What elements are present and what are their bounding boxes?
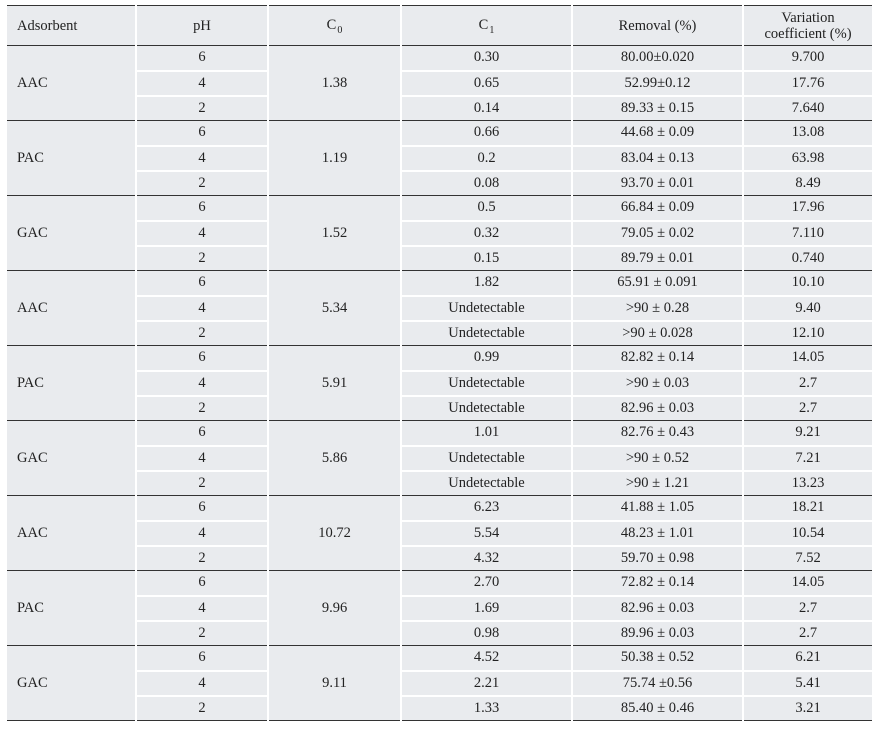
data-table-container xyxy=(5,5,872,721)
c1-cell: 4.32 xyxy=(401,546,572,571)
adsorbent-cell: AAC xyxy=(6,46,136,121)
table-row xyxy=(6,546,873,571)
c1-cell: Undetectable xyxy=(401,396,572,421)
header-variation-line1: Variation xyxy=(781,9,835,26)
ph-cell: 4 xyxy=(136,146,268,171)
removal-cell: >90 ± 0.52 xyxy=(572,446,743,471)
table-row xyxy=(6,696,873,721)
removal-cell: 85.40 ± 0.46 xyxy=(572,696,743,721)
table-body xyxy=(6,46,873,721)
variation-coefficient-cell: 9.700 xyxy=(743,46,873,71)
c1-cell: 0.99 xyxy=(401,346,572,371)
removal-cell: 89.96 ± 0.03 xyxy=(572,621,743,646)
ph-cell: 4 xyxy=(136,71,268,96)
variation-coefficient-cell: 18.21 xyxy=(743,496,873,521)
removal-cell: 75.74 ±0.56 xyxy=(572,671,743,696)
ph-cell: 4 xyxy=(136,671,268,696)
table-row xyxy=(6,596,873,621)
adsorbent-cell: AAC xyxy=(6,496,136,571)
variation-coefficient-cell: 10.10 xyxy=(743,271,873,296)
variation-coefficient-cell: 7.640 xyxy=(743,96,873,121)
ph-cell: 6 xyxy=(136,496,268,521)
variation-coefficient-cell: 0.740 xyxy=(743,246,873,271)
table-row xyxy=(6,346,873,371)
removal-cell: 50.38 ± 0.52 xyxy=(572,646,743,671)
removal-cell: 52.99±0.12 xyxy=(572,71,743,96)
c0-cell: 10.72 xyxy=(268,496,401,571)
ph-cell: 4 xyxy=(136,521,268,546)
ph-cell: 6 xyxy=(136,571,268,596)
c1-cell: 1.69 xyxy=(401,596,572,621)
ph-cell: 2 xyxy=(136,546,268,571)
header-ph: pH xyxy=(136,6,268,46)
variation-coefficient-cell: 2.7 xyxy=(743,621,873,646)
table-row xyxy=(6,146,873,171)
variation-coefficient-cell: 9.21 xyxy=(743,421,873,446)
adsorbent-cell: GAC xyxy=(6,421,136,496)
removal-cell: 59.70 ± 0.98 xyxy=(572,546,743,571)
adsorption-results-table xyxy=(5,5,874,721)
variation-coefficient-cell: 2.7 xyxy=(743,396,873,421)
ph-cell: 2 xyxy=(136,321,268,346)
c1-cell: Undetectable xyxy=(401,446,572,471)
ph-cell: 6 xyxy=(136,271,268,296)
ph-cell: 6 xyxy=(136,46,268,71)
removal-cell: >90 ± 0.28 xyxy=(572,296,743,321)
removal-cell: 83.04 ± 0.13 xyxy=(572,146,743,171)
c1-cell: 1.01 xyxy=(401,421,572,446)
variation-coefficient-cell: 5.41 xyxy=(743,671,873,696)
header-c0 xyxy=(268,6,401,46)
table-row xyxy=(6,521,873,546)
c1-cell: Undetectable xyxy=(401,371,572,396)
variation-coefficient-cell: 13.23 xyxy=(743,471,873,496)
removal-cell: 82.96 ± 0.03 xyxy=(572,596,743,621)
c1-cell: 0.30 xyxy=(401,46,572,71)
table-row xyxy=(6,71,873,96)
removal-cell: 72.82 ± 0.14 xyxy=(572,571,743,596)
header-variation-line2: coefficient (%) xyxy=(764,25,852,42)
c1-cell: 5.54 xyxy=(401,521,572,546)
c1-cell: 0.08 xyxy=(401,171,572,196)
c1-cell: 0.2 xyxy=(401,146,572,171)
c0-cell: 5.86 xyxy=(268,421,401,496)
table-row xyxy=(6,496,873,521)
header-c1 xyxy=(401,6,572,46)
c0-cell: 5.34 xyxy=(268,271,401,346)
c1-cell: Undetectable xyxy=(401,296,572,321)
adsorbent-cell: GAC xyxy=(6,646,136,721)
c0-cell: 5.91 xyxy=(268,346,401,421)
variation-coefficient-cell: 8.49 xyxy=(743,171,873,196)
removal-cell: 82.96 ± 0.03 xyxy=(572,396,743,421)
ph-cell: 2 xyxy=(136,171,268,196)
removal-cell: 41.88 ± 1.05 xyxy=(572,496,743,521)
ph-cell: 4 xyxy=(136,446,268,471)
variation-coefficient-cell: 12.10 xyxy=(743,321,873,346)
c1-cell: 0.98 xyxy=(401,621,572,646)
removal-cell: 93.70 ± 0.01 xyxy=(572,171,743,196)
header-variation-coefficient xyxy=(743,6,873,46)
adsorbent-cell: PAC xyxy=(6,571,136,646)
removal-cell: 82.76 ± 0.43 xyxy=(572,421,743,446)
ph-cell: 2 xyxy=(136,246,268,271)
removal-cell: >90 ± 1.21 xyxy=(572,471,743,496)
c1-cell: 0.66 xyxy=(401,121,572,146)
ph-cell: 4 xyxy=(136,296,268,321)
c1-cell: 0.15 xyxy=(401,246,572,271)
c1-cell: 1.82 xyxy=(401,271,572,296)
c1-cell: 0.32 xyxy=(401,221,572,246)
header-c1-subscript: 1 xyxy=(489,24,495,36)
ph-cell: 6 xyxy=(136,196,268,221)
variation-coefficient-cell: 2.7 xyxy=(743,371,873,396)
removal-cell: 89.33 ± 0.15 xyxy=(572,96,743,121)
adsorbent-cell: GAC xyxy=(6,196,136,271)
c1-cell: 2.70 xyxy=(401,571,572,596)
ph-cell: 2 xyxy=(136,471,268,496)
table-row xyxy=(6,446,873,471)
table-row xyxy=(6,46,873,71)
variation-coefficient-cell: 17.76 xyxy=(743,71,873,96)
header-adsorbent: Adsorbent xyxy=(6,6,136,46)
ph-cell: 2 xyxy=(136,696,268,721)
variation-coefficient-cell: 63.98 xyxy=(743,146,873,171)
variation-coefficient-cell: 14.05 xyxy=(743,571,873,596)
ph-cell: 2 xyxy=(136,621,268,646)
table-row xyxy=(6,171,873,196)
adsorbent-cell: PAC xyxy=(6,346,136,421)
table-row xyxy=(6,196,873,221)
table-row xyxy=(6,121,873,146)
table-row xyxy=(6,371,873,396)
variation-coefficient-cell: 3.21 xyxy=(743,696,873,721)
table-row xyxy=(6,621,873,646)
c0-cell: 9.11 xyxy=(268,646,401,721)
ph-cell: 2 xyxy=(136,96,268,121)
variation-coefficient-cell: 10.54 xyxy=(743,521,873,546)
removal-cell: >90 ± 0.03 xyxy=(572,371,743,396)
c0-cell: 1.19 xyxy=(268,121,401,196)
variation-coefficient-cell: 17.96 xyxy=(743,196,873,221)
table-row xyxy=(6,246,873,271)
variation-coefficient-cell: 2.7 xyxy=(743,596,873,621)
c0-cell: 1.38 xyxy=(268,46,401,121)
removal-cell: 89.79 ± 0.01 xyxy=(572,246,743,271)
c1-cell: 0.5 xyxy=(401,196,572,221)
c1-cell: 1.33 xyxy=(401,696,572,721)
table-row xyxy=(6,571,873,596)
removal-cell: 65.91 ± 0.091 xyxy=(572,271,743,296)
ph-cell: 4 xyxy=(136,596,268,621)
removal-cell: 48.23 ± 1.01 xyxy=(572,521,743,546)
ph-cell: 4 xyxy=(136,221,268,246)
header-c0-subscript: 0 xyxy=(337,24,343,36)
variation-coefficient-cell: 7.52 xyxy=(743,546,873,571)
ph-cell: 6 xyxy=(136,646,268,671)
ph-cell: 2 xyxy=(136,396,268,421)
header-c0-main: C xyxy=(326,16,337,33)
table-row xyxy=(6,421,873,446)
c1-cell: 4.52 xyxy=(401,646,572,671)
table-row xyxy=(6,471,873,496)
ph-cell: 4 xyxy=(136,371,268,396)
table-row xyxy=(6,296,873,321)
c1-cell: 2.21 xyxy=(401,671,572,696)
table-row xyxy=(6,396,873,421)
c0-cell: 1.52 xyxy=(268,196,401,271)
c1-cell: 0.14 xyxy=(401,96,572,121)
removal-cell: 66.84 ± 0.09 xyxy=(572,196,743,221)
c1-cell: 6.23 xyxy=(401,496,572,521)
removal-cell: 79.05 ± 0.02 xyxy=(572,221,743,246)
variation-coefficient-cell: 14.05 xyxy=(743,346,873,371)
table-row xyxy=(6,671,873,696)
variation-coefficient-cell: 6.21 xyxy=(743,646,873,671)
ph-cell: 6 xyxy=(136,346,268,371)
c0-cell: 9.96 xyxy=(268,571,401,646)
table-row xyxy=(6,321,873,346)
header-removal: Removal (%) xyxy=(572,6,743,46)
table-header-row xyxy=(6,6,873,46)
variation-coefficient-cell: 9.40 xyxy=(743,296,873,321)
variation-coefficient-cell: 7.21 xyxy=(743,446,873,471)
removal-cell: 82.82 ± 0.14 xyxy=(572,346,743,371)
ph-cell: 6 xyxy=(136,421,268,446)
c1-cell: Undetectable xyxy=(401,321,572,346)
header-c1-main: C xyxy=(478,16,489,33)
adsorbent-cell: PAC xyxy=(6,121,136,196)
removal-cell: 44.68 ± 0.09 xyxy=(572,121,743,146)
table-row xyxy=(6,271,873,296)
variation-coefficient-cell: 7.110 xyxy=(743,221,873,246)
removal-cell: >90 ± 0.028 xyxy=(572,321,743,346)
adsorbent-cell: AAC xyxy=(6,271,136,346)
c1-cell: Undetectable xyxy=(401,471,572,496)
table-row xyxy=(6,96,873,121)
table-row xyxy=(6,221,873,246)
c1-cell: 0.65 xyxy=(401,71,572,96)
variation-coefficient-cell: 13.08 xyxy=(743,121,873,146)
ph-cell: 6 xyxy=(136,121,268,146)
table-row xyxy=(6,646,873,671)
removal-cell: 80.00±0.020 xyxy=(572,46,743,71)
